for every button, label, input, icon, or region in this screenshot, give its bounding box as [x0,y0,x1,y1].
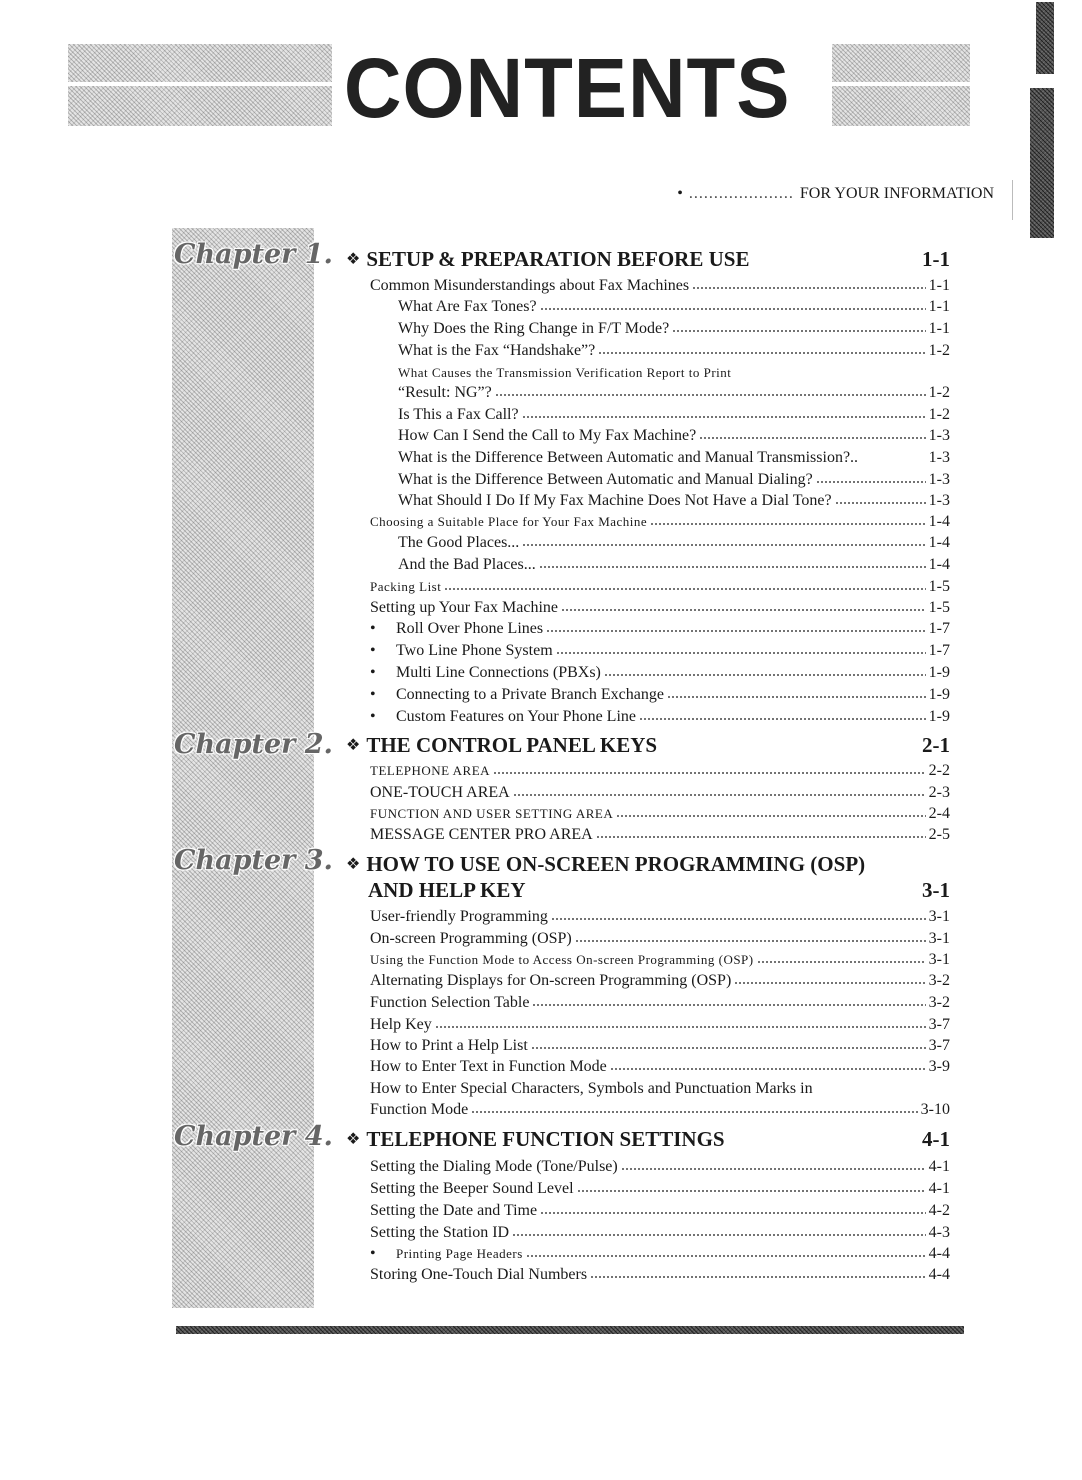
toc-entry: What Are Fax Tones? 1-1 [398,298,950,315]
bottom-rule [176,1326,964,1334]
toc-entry: How to Enter Text in Function Mode 3-9 [370,1058,950,1075]
bullet-icon: • [370,664,376,681]
diamond-star-icon: ❖ [346,854,361,873]
toc-entry: Function Mode 3-10 [370,1101,950,1118]
toc-entry: What is the Fax “Handshake”? 1-2 [398,342,950,359]
chapter-4-label: Chapter 4. [174,1121,333,1152]
chapter-1-heading-page: 1-1 [922,247,950,271]
toc-entry: Multi Line Connections (PBXs) 1-9 [396,664,950,681]
chapter-3-heading-text: HOW TO USE ON-SCREEN PROGRAMMING (OSP) [366,852,866,876]
toc-entry: How Can I Send the Call to My Fax Machine? 1-3 [398,427,950,444]
toc-entry: How to Enter Special Characters, Symbols and Punctuation Marks in [370,1080,813,1097]
chapter-1-heading-text: SETUP & PREPARATION BEFORE USE [366,247,750,271]
title-left-band-top [68,44,332,82]
toc-entry: Setting the Dialing Mode (Tone/Pulse) 4-1 [370,1158,950,1175]
toc-entry: On-screen Programming (OSP) 3-1 [370,930,950,947]
chapter-4-heading [346,1126,950,1154]
toc-entry: Setting the Beeper Sound Level 4-1 [370,1180,950,1197]
toc-entry: Printing Page Headers 4-4 [396,1245,950,1262]
chapter-2-heading-page: 2-1 [922,733,950,757]
toc-entry: Custom Features on Your Phone Line 1-9 [396,708,950,725]
toc-entry: Common Misunderstandings about Fax Machines 1-1 [370,277,950,294]
edge-tab-bottom [1030,88,1054,238]
chapter-3-label: Chapter 3. [174,845,333,876]
chapter-1-heading [346,246,950,274]
toc-entry: TELEPHONE AREA 2-2 [370,762,950,779]
toc-entry: Roll Over Phone Lines 1-7 [396,620,950,637]
chapter-3-heading-text-2: AND HELP KEY [368,878,526,902]
title-right-band-top [832,44,970,82]
toc-entry: How to Print a Help List 3-7 [370,1037,950,1054]
chapter-2-heading-text: THE CONTROL PANEL KEYS [366,733,658,757]
toc-entry: User-friendly Programming 3-1 [370,908,950,925]
toc-entry: Setting the Station ID 4-3 [370,1224,950,1241]
chapter-3-heading-page: 3-1 [922,878,950,902]
toc-entry: FUNCTION AND USER SETTING AREA 2-4 [370,805,950,822]
bullet-icon: • [370,686,376,703]
title-left-band-bottom [68,86,332,126]
toc-entry: Choosing a Suitable Place for Your Fax Machine 1-4 [370,513,950,530]
toc-entry: What Causes the Transmission Verification Report to Print [398,365,732,380]
toc-entry: Setting up Your Fax Machine 1-5 [370,599,950,616]
page-title: CONTENTS [343,41,791,135]
toc-entry: Alternating Displays for On-screen Programming (OSP) 3-2 [370,972,950,989]
title-right-band-bottom [832,86,970,126]
toc-entry: Storing One-Touch Dial Numbers 4-4 [370,1266,950,1283]
edge-tab-top [1036,2,1054,74]
toc-entry: ONE-TOUCH AREA 2-3 [370,784,950,801]
bullet-icon: • [370,1245,376,1262]
toc-entry: Connecting to a Private Branch Exchange 1-9 [396,686,950,703]
toc-entry: Setting the Date and Time 4-2 [370,1202,950,1219]
bullet-icon: • [370,620,376,637]
toc-entry: Is This a Fax Call? 1-2 [398,406,950,423]
toc-entry: Two Line Phone System 1-7 [396,642,950,659]
fyi-bullet: • [677,185,683,202]
toc-entry: Function Selection Table 3-2 [370,994,950,1011]
toc-entry: Using the Function Mode to Access On-screen Programming (OSP) 3-1 [370,951,950,968]
chapter-2-heading [346,732,950,760]
chapter-3-heading [346,851,950,879]
toc-entry: The Good Places... 1-4 [398,534,950,551]
toc-entry: And the Bad Places... 1-4 [398,556,950,573]
fyi-line [600,183,994,205]
toc-entry: What Should I Do If My Fax Machine Does Not Have a Dial Tone? 1-3 [398,492,950,509]
fyi-label: FOR YOUR INFORMATION [799,185,994,202]
toc-entry: Why Does the Ring Change in F/T Mode? 1-1 [398,320,950,337]
chapter-3-heading-line2 [368,877,950,903]
toc-entry: Packing List 1-5 [370,578,950,595]
edge-tab-divider [1012,180,1013,220]
toc-entry: Help Key 3-7 [370,1016,950,1033]
diamond-star-icon: ❖ [346,735,361,754]
chapter-4-heading-page: 4-1 [922,1127,950,1151]
toc-entry: What is the Difference Between Automatic and Manual Transmission?.. 1-3 [398,449,950,466]
toc-entry: “Result: NG”? 1-2 [398,384,950,401]
chapter-1-label: Chapter 1. [174,239,333,270]
fyi-leader: ..................... [688,185,794,202]
chapter-2-label: Chapter 2. [174,729,333,760]
toc-entry: MESSAGE CENTER PRO AREA 2-5 [370,826,950,843]
bullet-icon: • [370,642,376,659]
diamond-star-icon: ❖ [346,249,361,268]
toc-entry: What is the Difference Between Automatic and Manual Dialing? 1-3 [398,471,950,488]
bullet-icon: • [370,708,376,725]
chapter-4-heading-text: TELEPHONE FUNCTION SETTINGS [366,1127,725,1151]
diamond-star-icon: ❖ [346,1129,361,1148]
